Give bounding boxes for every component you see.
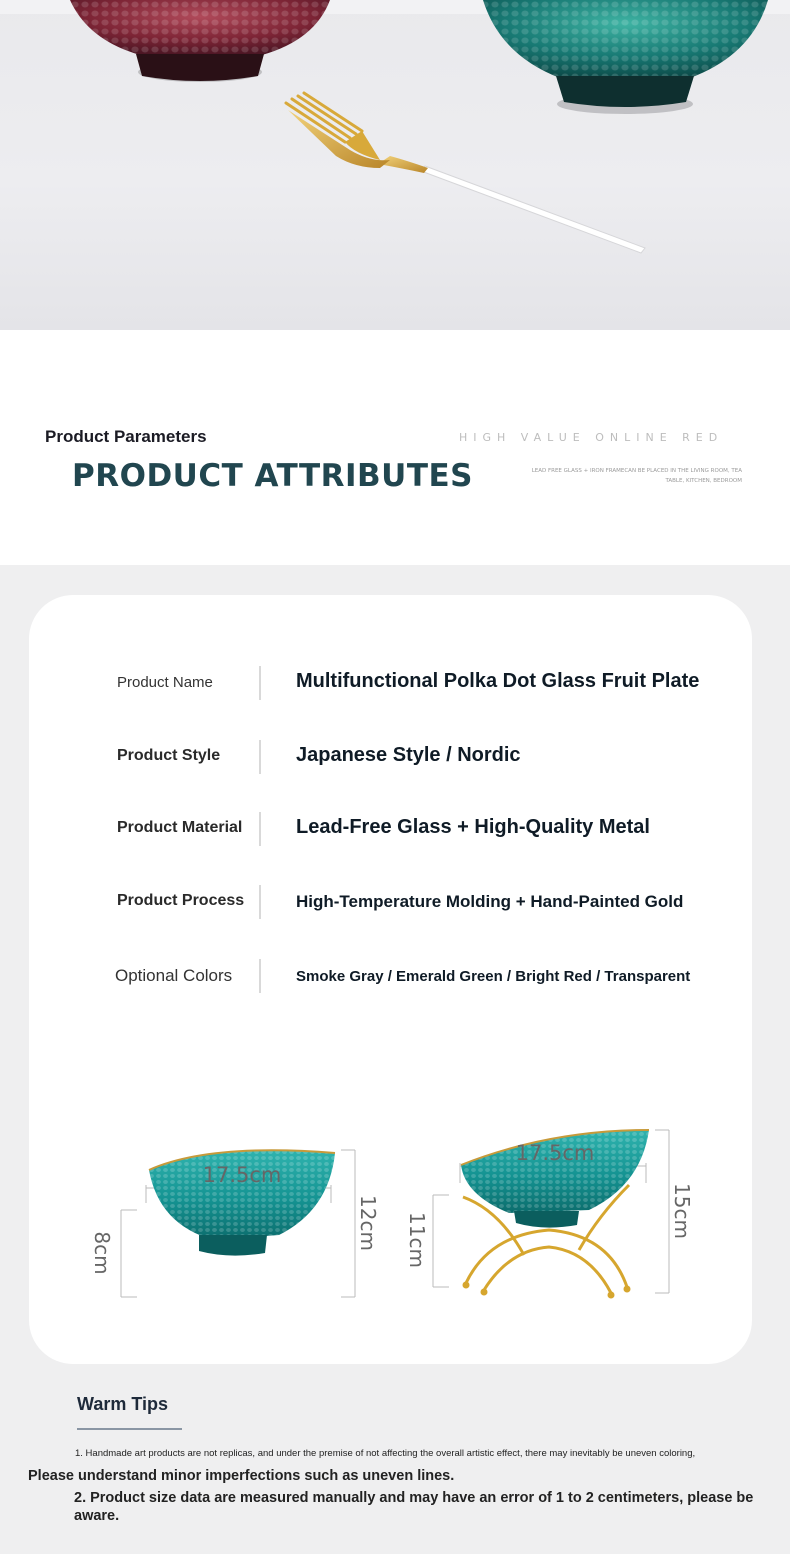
warm-tip-1: 1. Handmade art products are not replicas, and under the premise of not affecting the overall artistic effect, there may inevitably be uneven coloring, bbox=[75, 1448, 696, 1459]
attr-label: Product Name bbox=[117, 674, 213, 691]
attributes-heading bbox=[0, 330, 790, 565]
warm-tips-underline bbox=[77, 1428, 182, 1430]
bowl-height-high-label: 12cm bbox=[356, 1195, 380, 1251]
attr-row-style bbox=[29, 740, 752, 774]
stand-width-label: 17.5cm bbox=[515, 1141, 595, 1165]
attr-label: Product Process bbox=[117, 892, 245, 909]
attr-label: Optional Colors bbox=[115, 966, 233, 985]
dimension-diagram bbox=[29, 1035, 752, 1315]
stand-height-high-label: 15cm bbox=[670, 1183, 694, 1239]
green-bowl bbox=[483, 0, 768, 114]
warm-tip-2: 2. Product size data are measured manually and may have an error of 1 to 2 centimeters, please be aware. bbox=[74, 1490, 754, 1524]
attr-row-colors bbox=[29, 959, 752, 993]
attr-label: Product Style bbox=[117, 747, 221, 764]
attributes-panel bbox=[0, 565, 790, 1554]
divider bbox=[259, 740, 261, 774]
bowl-width-label: 17.5cm bbox=[202, 1163, 282, 1187]
gold-fork bbox=[286, 93, 645, 253]
hero-illustration bbox=[0, 0, 790, 330]
stand-height-low-label: 11cm bbox=[405, 1212, 429, 1268]
attr-row-name bbox=[29, 666, 752, 700]
bowl-height-low-label: 8cm bbox=[90, 1231, 114, 1275]
attributes-card bbox=[29, 595, 752, 1364]
divider bbox=[259, 959, 261, 993]
attr-row-material bbox=[29, 812, 752, 846]
tagline-subtext: LEAD FREE GLASS + IRON FRAMECAN BE PLACED IN THE LIVING ROOM, TEA TABLE, KITCHEN, BEDROOM bbox=[531, 468, 742, 484]
red-bowl bbox=[70, 0, 330, 82]
warm-tips-title: Warm Tips bbox=[77, 1394, 169, 1414]
attr-value: Multifunctional Polka Dot Glass Fruit Plate bbox=[296, 670, 700, 692]
tagline: HIGH VALUE ONLINE RED bbox=[459, 431, 724, 444]
page-title: PRODUCT ATTRIBUTES bbox=[72, 458, 473, 494]
divider bbox=[259, 885, 261, 919]
attr-row-process bbox=[29, 885, 752, 919]
divider bbox=[259, 666, 261, 700]
hero-photo bbox=[0, 0, 790, 330]
attr-value: Smoke Gray / Emerald Green / Bright Red / Transparent bbox=[296, 968, 691, 985]
attr-label: Product Material bbox=[117, 819, 243, 836]
attr-value: Japanese Style / Nordic bbox=[296, 744, 521, 766]
attr-value: Lead-Free Glass + High-Quality Metal bbox=[296, 816, 650, 838]
attr-value: High-Temperature Molding + Hand-Painted Gold bbox=[296, 892, 684, 911]
divider bbox=[259, 812, 261, 846]
warm-tip-1-continued: Please understand minor imperfections such as uneven lines. bbox=[28, 1468, 455, 1484]
section-label: Product Parameters bbox=[45, 427, 207, 446]
